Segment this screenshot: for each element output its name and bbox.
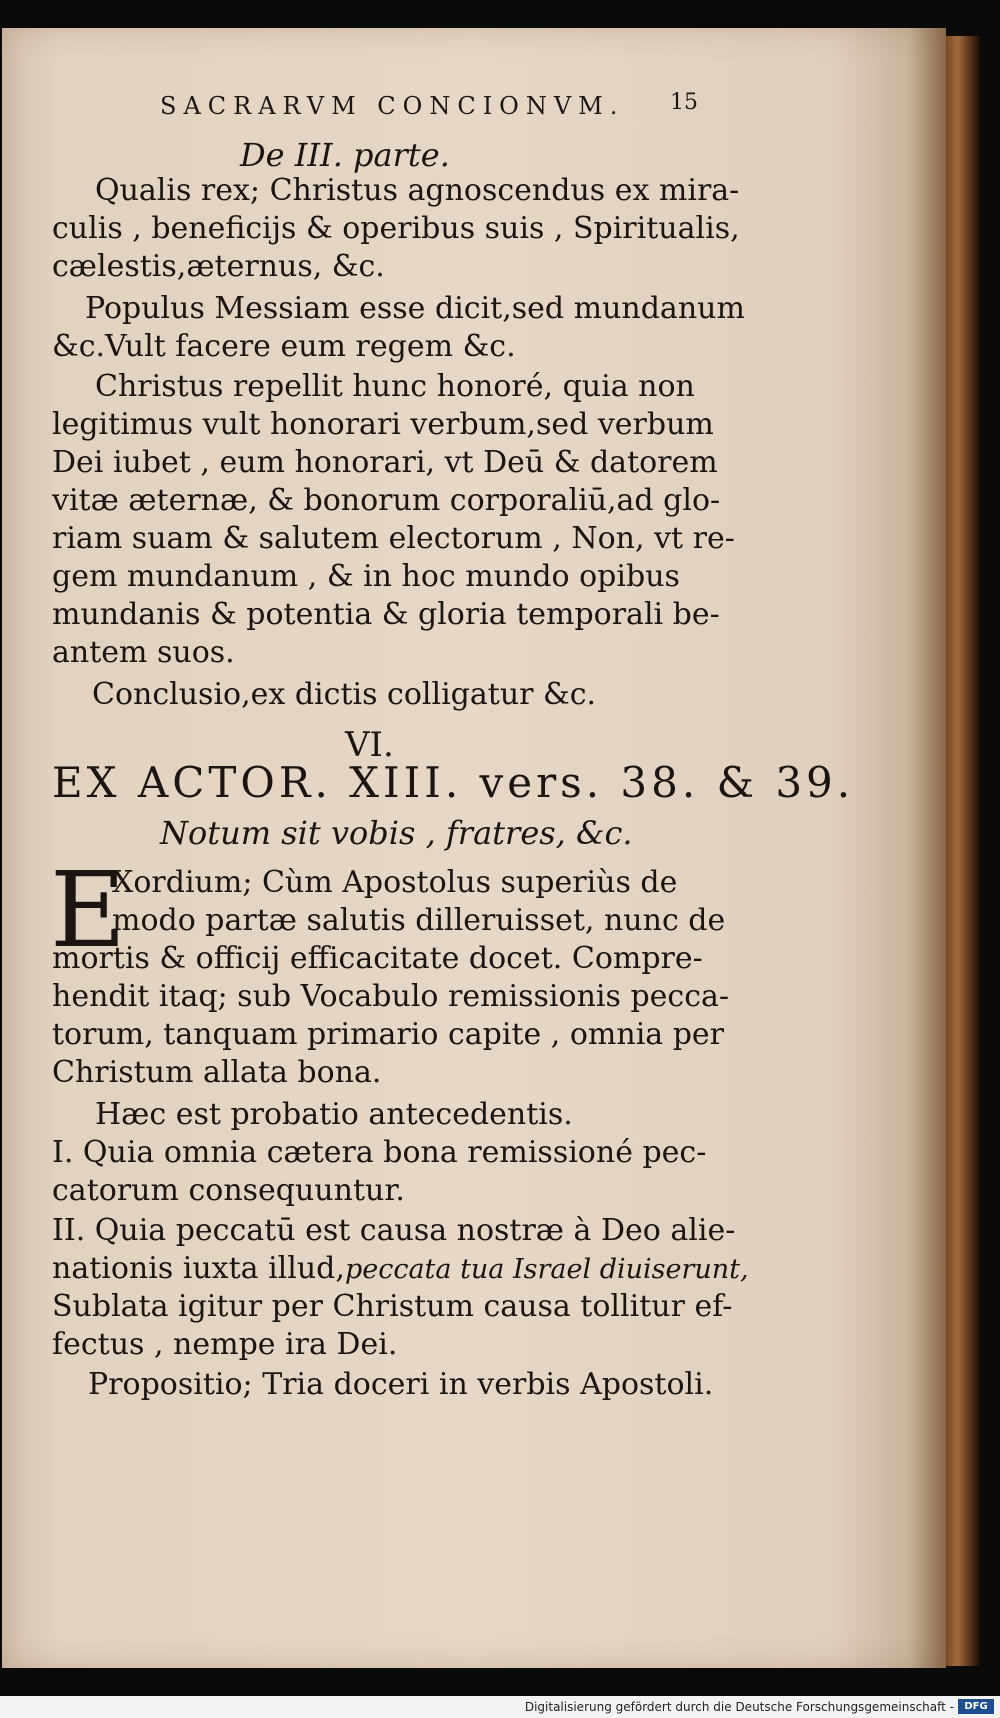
text-line: Christum allata bona. (52, 1055, 382, 1090)
text-line: cælestis,æternus, &c. (52, 249, 385, 284)
text-line: vitæ æternæ, & bonorum corporaliū,ad glo- (52, 483, 721, 518)
point-line: I. Quia omnia cætera bona remissioné pec- (52, 1135, 707, 1170)
page-number: 15 (670, 90, 698, 115)
point-line: catorum consequuntur. (52, 1173, 405, 1208)
text-line: culis , beneficijs & operibus suis , Spiritualis, (52, 211, 740, 246)
probatio-line: Hæc est probatio antecedentis. (95, 1097, 573, 1132)
section-numeral: VI. (345, 725, 394, 765)
text-line: fectus , nempe ira Dei. (52, 1327, 398, 1362)
page-edge (946, 36, 980, 1666)
text-line: Christus repellit hunc honoré, quia non (95, 369, 695, 404)
running-head: SACRARVM CONCIONVM. (160, 92, 625, 120)
text-line: modo partæ salutis dilleruisset, nunc de (112, 903, 726, 938)
text-line: Dei iubet , eum honorari, vt Deū & datorem (52, 445, 718, 480)
conclusio-line: Conclusio,ex dictis colligatur &c. (92, 677, 597, 712)
text-line: legitimus vult honorari verbum,sed verbum (52, 407, 714, 442)
text-line: Xordium; Cùm Apostolus superiùs de (112, 865, 678, 900)
footer-credit: Digitalisierung gefördert durch die Deutsche Forschungsgemeinschaft - (524, 1700, 954, 1714)
point-line: II. Quia peccatū est causa nostræ à Deo alie- (52, 1213, 736, 1248)
point-text: nationis iuxta illud, (52, 1251, 345, 1286)
text-line: gem mundanum , & in hoc mundo opibus (52, 559, 680, 594)
section-title: De III. parte. (240, 136, 450, 174)
propositio-line: Propositio; Tria doceri in verbis Apostoli. (88, 1367, 714, 1402)
point-line (52, 1250, 749, 1289)
text-line: torum, tanquam primario capite , omnia per (52, 1017, 725, 1052)
text-line: Qualis rex; Christus agnoscendus ex mira- (95, 173, 740, 208)
text-line: &c.Vult facere eum regem &c. (52, 329, 516, 364)
chapter-subheading: Notum sit vobis , fratres, &c. (160, 814, 633, 852)
quotation: peccata tua Israel diuiserunt, (344, 1254, 749, 1285)
dfg-logo: DFG (958, 1699, 994, 1714)
chapter-heading: EX ACTOR. XIII. vers. 38. & 39. (52, 758, 855, 807)
footer-bar (0, 1696, 1000, 1718)
text-line: hendit itaq; sub Vocabulo remissionis pecca- (52, 979, 730, 1014)
text-line: Sublata igitur per Christum causa tollitur ef- (52, 1289, 733, 1324)
text-line: Populus Messiam esse dicit,sed mundanum (85, 291, 745, 326)
text-line: mortis & officij efficacitate docet. Compre- (52, 941, 703, 976)
text-line: mundanis & potentia & gloria temporali be- (52, 597, 720, 632)
text-line: antem suos. (52, 635, 235, 670)
text-line: riam suam & salutem electorum , Non, vt re- (52, 521, 735, 556)
drop-cap: E (50, 849, 126, 971)
